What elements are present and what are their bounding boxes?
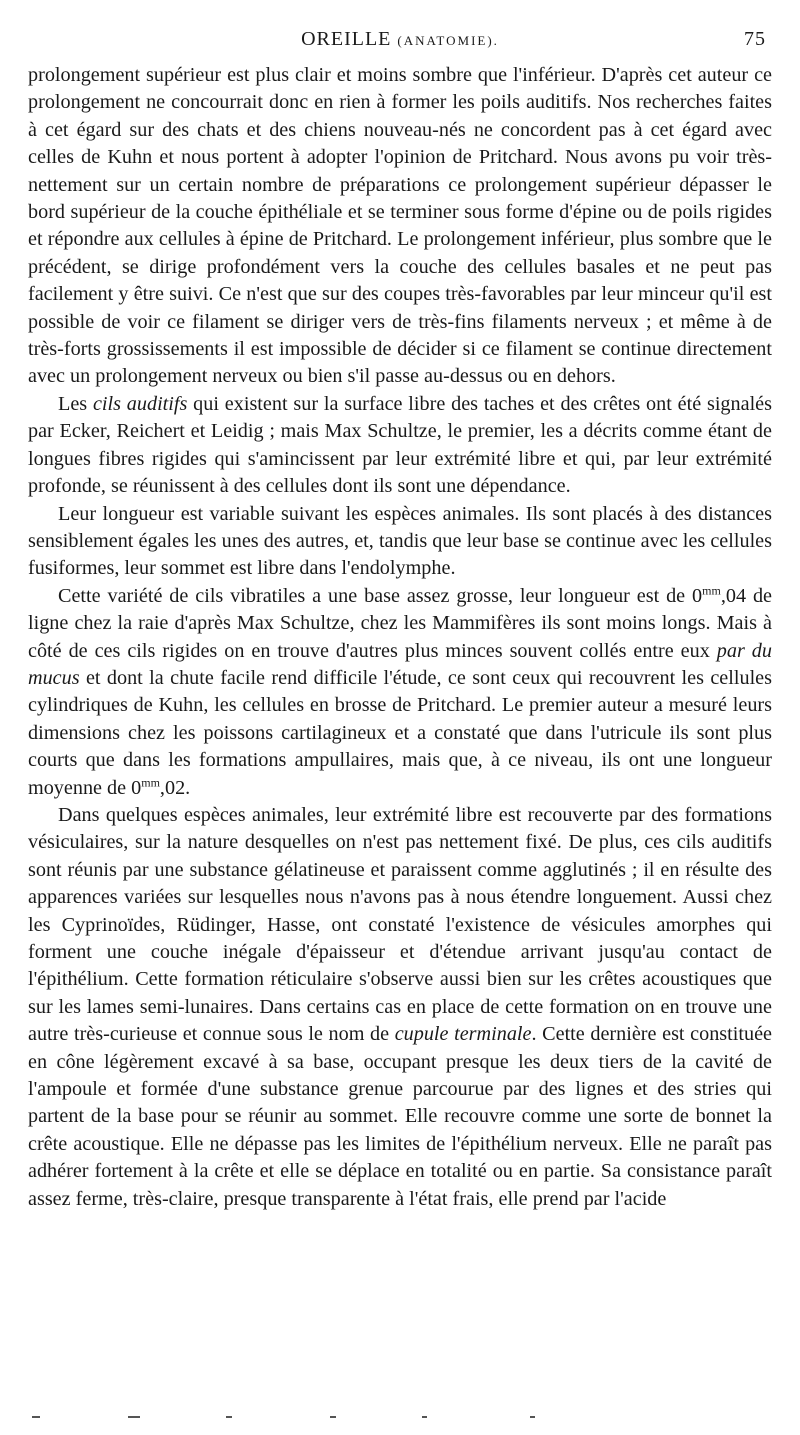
paragraph-text: . Cette dernière est constituée en cône légèrement excavé à sa base, occupant presque les deux tiers de la cavité de l'ampoule et formée d'une substance grenue parcourue par des lignes et des stries qui partent de la base pour se réunir au sommet. Elle recouvre comme une sorte de bonnet la crête acoustique. Elle ne dépasse pas les limites de l'épithélium nerveux. Elle ne paraît pas adhérer fortement à la crête et elle se déplace en totalité ou en partie. Sa consistance paraît assez ferme, très-claire, presque transparente à l'état frais, elle prend par l'acide	[28, 1023, 772, 1210]
scan-speck	[530, 1416, 535, 1418]
paragraph-text: et dont la chute facile rend difficile l'étude, ce sont ceux qui recouvrent les cellules cylindriques de Kuhn, les cellules en brosse de Pritchard. Le premier auteur a mesuré leurs dimensions chez les poissons cartilagineux et a constaté que dans l'utricule ils sont plus courts que dans les formations ampullaires, mais que, à ce niveau, ils ont une longueur moyenne de 0	[28, 666, 772, 799]
paragraph-text: Dans quelques espèces animales, leur extrémité libre est recouverte par des formations vésiculaires, sur la nature desquelles on n'est pas nettement fixé. De plus, ces cils auditifs sont réunis par une substance gélatineuse et paraissent comme agglutinés ; il en résulte des apparences variées sur lesquelles nous n'avons pas à nous étendre longuement. Aussi chez les Cyprinoïdes, Rüdinger, Hasse, ont constaté l'existence de vésicules amorphes qui forment une couche inégale d'épaisseur et d'étendue arrivant jusqu'au contact de l'épithélium. Cette formation réticulaire s'observe aussi bien sur les crêtes acoustiques que sur les lames semi-lunaires. Dans certains cas en place de cette formation on en trouve une autre très-curieuse et connue sous le nom de	[28, 803, 772, 1046]
italic-term: par du mucus	[28, 639, 772, 689]
scan-speck	[128, 1416, 140, 1418]
header-title-block	[28, 28, 772, 51]
header-title: OREILLE	[301, 28, 392, 50]
paragraph-cils-auditifs	[28, 391, 772, 501]
running-header	[28, 22, 772, 62]
scan-speck	[226, 1416, 232, 1418]
unit-superscript: mm	[141, 774, 160, 789]
paragraph-variete	[28, 583, 772, 802]
scan-speck	[32, 1416, 40, 1418]
paragraph-text: ,04 de ligne chez la raie d'après Max Schultze, chez les Mammifères ils sont moins longs. Mais à côté de ces cils rigides on en trouve d'autres plus minces souvent collés entre eux	[28, 584, 772, 662]
header-subtitle: (ANATOMIE).	[397, 33, 499, 48]
page	[28, 22, 772, 1213]
paragraph-text: Leur longueur est variable suivant les espèces animales. Ils sont placés à des distances sensiblement égales les unes des autres, et, tandis que leur base se continue avec les cellules fusiformes, leur sommet est libre dans l'endolymphe.	[28, 502, 772, 580]
unit-superscript: mm	[702, 582, 721, 597]
page-number: 75	[744, 28, 766, 50]
paragraph-text: qui existent sur la surface libre des taches et des crêtes ont été signalés par Ecker, Reichert et Leidig ; mais Max Schultze, le premier, les a décrits comme étant de longues fibres rigides qui s'amincissent par leur extrémité libre et qui, par leur extrémité profonde, se réunissent à des cellules dont ils sont une dépendance.	[28, 392, 772, 498]
italic-term: cils auditifs	[92, 392, 188, 415]
paragraph-text: Cette variété de cils vibratiles a une base assez grosse, leur longueur est de 0	[58, 584, 703, 607]
scan-speck	[422, 1416, 427, 1418]
paragraph-longueur	[28, 501, 772, 583]
paragraph-especes	[28, 802, 772, 1213]
paragraph-text: Les	[58, 392, 93, 415]
italic-term: cupule terminale	[394, 1023, 532, 1046]
paragraph-text: ,02.	[159, 776, 191, 799]
scan-specks	[30, 1416, 730, 1422]
scan-speck	[330, 1416, 336, 1418]
paragraph-continued	[28, 62, 772, 391]
paragraph-text: prolongement supérieur est plus clair et moins sombre que l'inférieur. D'après cet auteur ce prolongement ne concourrait donc en rien à former les poils auditifs. Nos recherches faites à cet égard sur des chats et des chiens nouveau-nés ne concordent pas à cet égard avec celles de Kuhn et nous portent à adopter l'opinion de Pritchard. Nous avons pu voir très-nettement sur un certain nombre de préparations ce prolongement supérieur dépasser le bord supérieur de la couche épithéliale et se terminer sous forme d'épine ou de poils rigides et répondre aux cellules à épine de Pritchard. Le prolongement inférieur, plus sombre que le précédent, se dirige profondément vers la couche des cellules basales et ne peut pas facilement y être suivi. Ce n'est que sur des coupes très-favorables par leur minceur qu'il est possible de voir ce filament se diriger vers de très-fins filaments nerveux ; et même à de très-forts grossissements il est impossible de décider si ce filament se continue directement avec un prolongement nerveux ou bien s'il passe au-dessus ou en dehors.	[28, 64, 772, 388]
